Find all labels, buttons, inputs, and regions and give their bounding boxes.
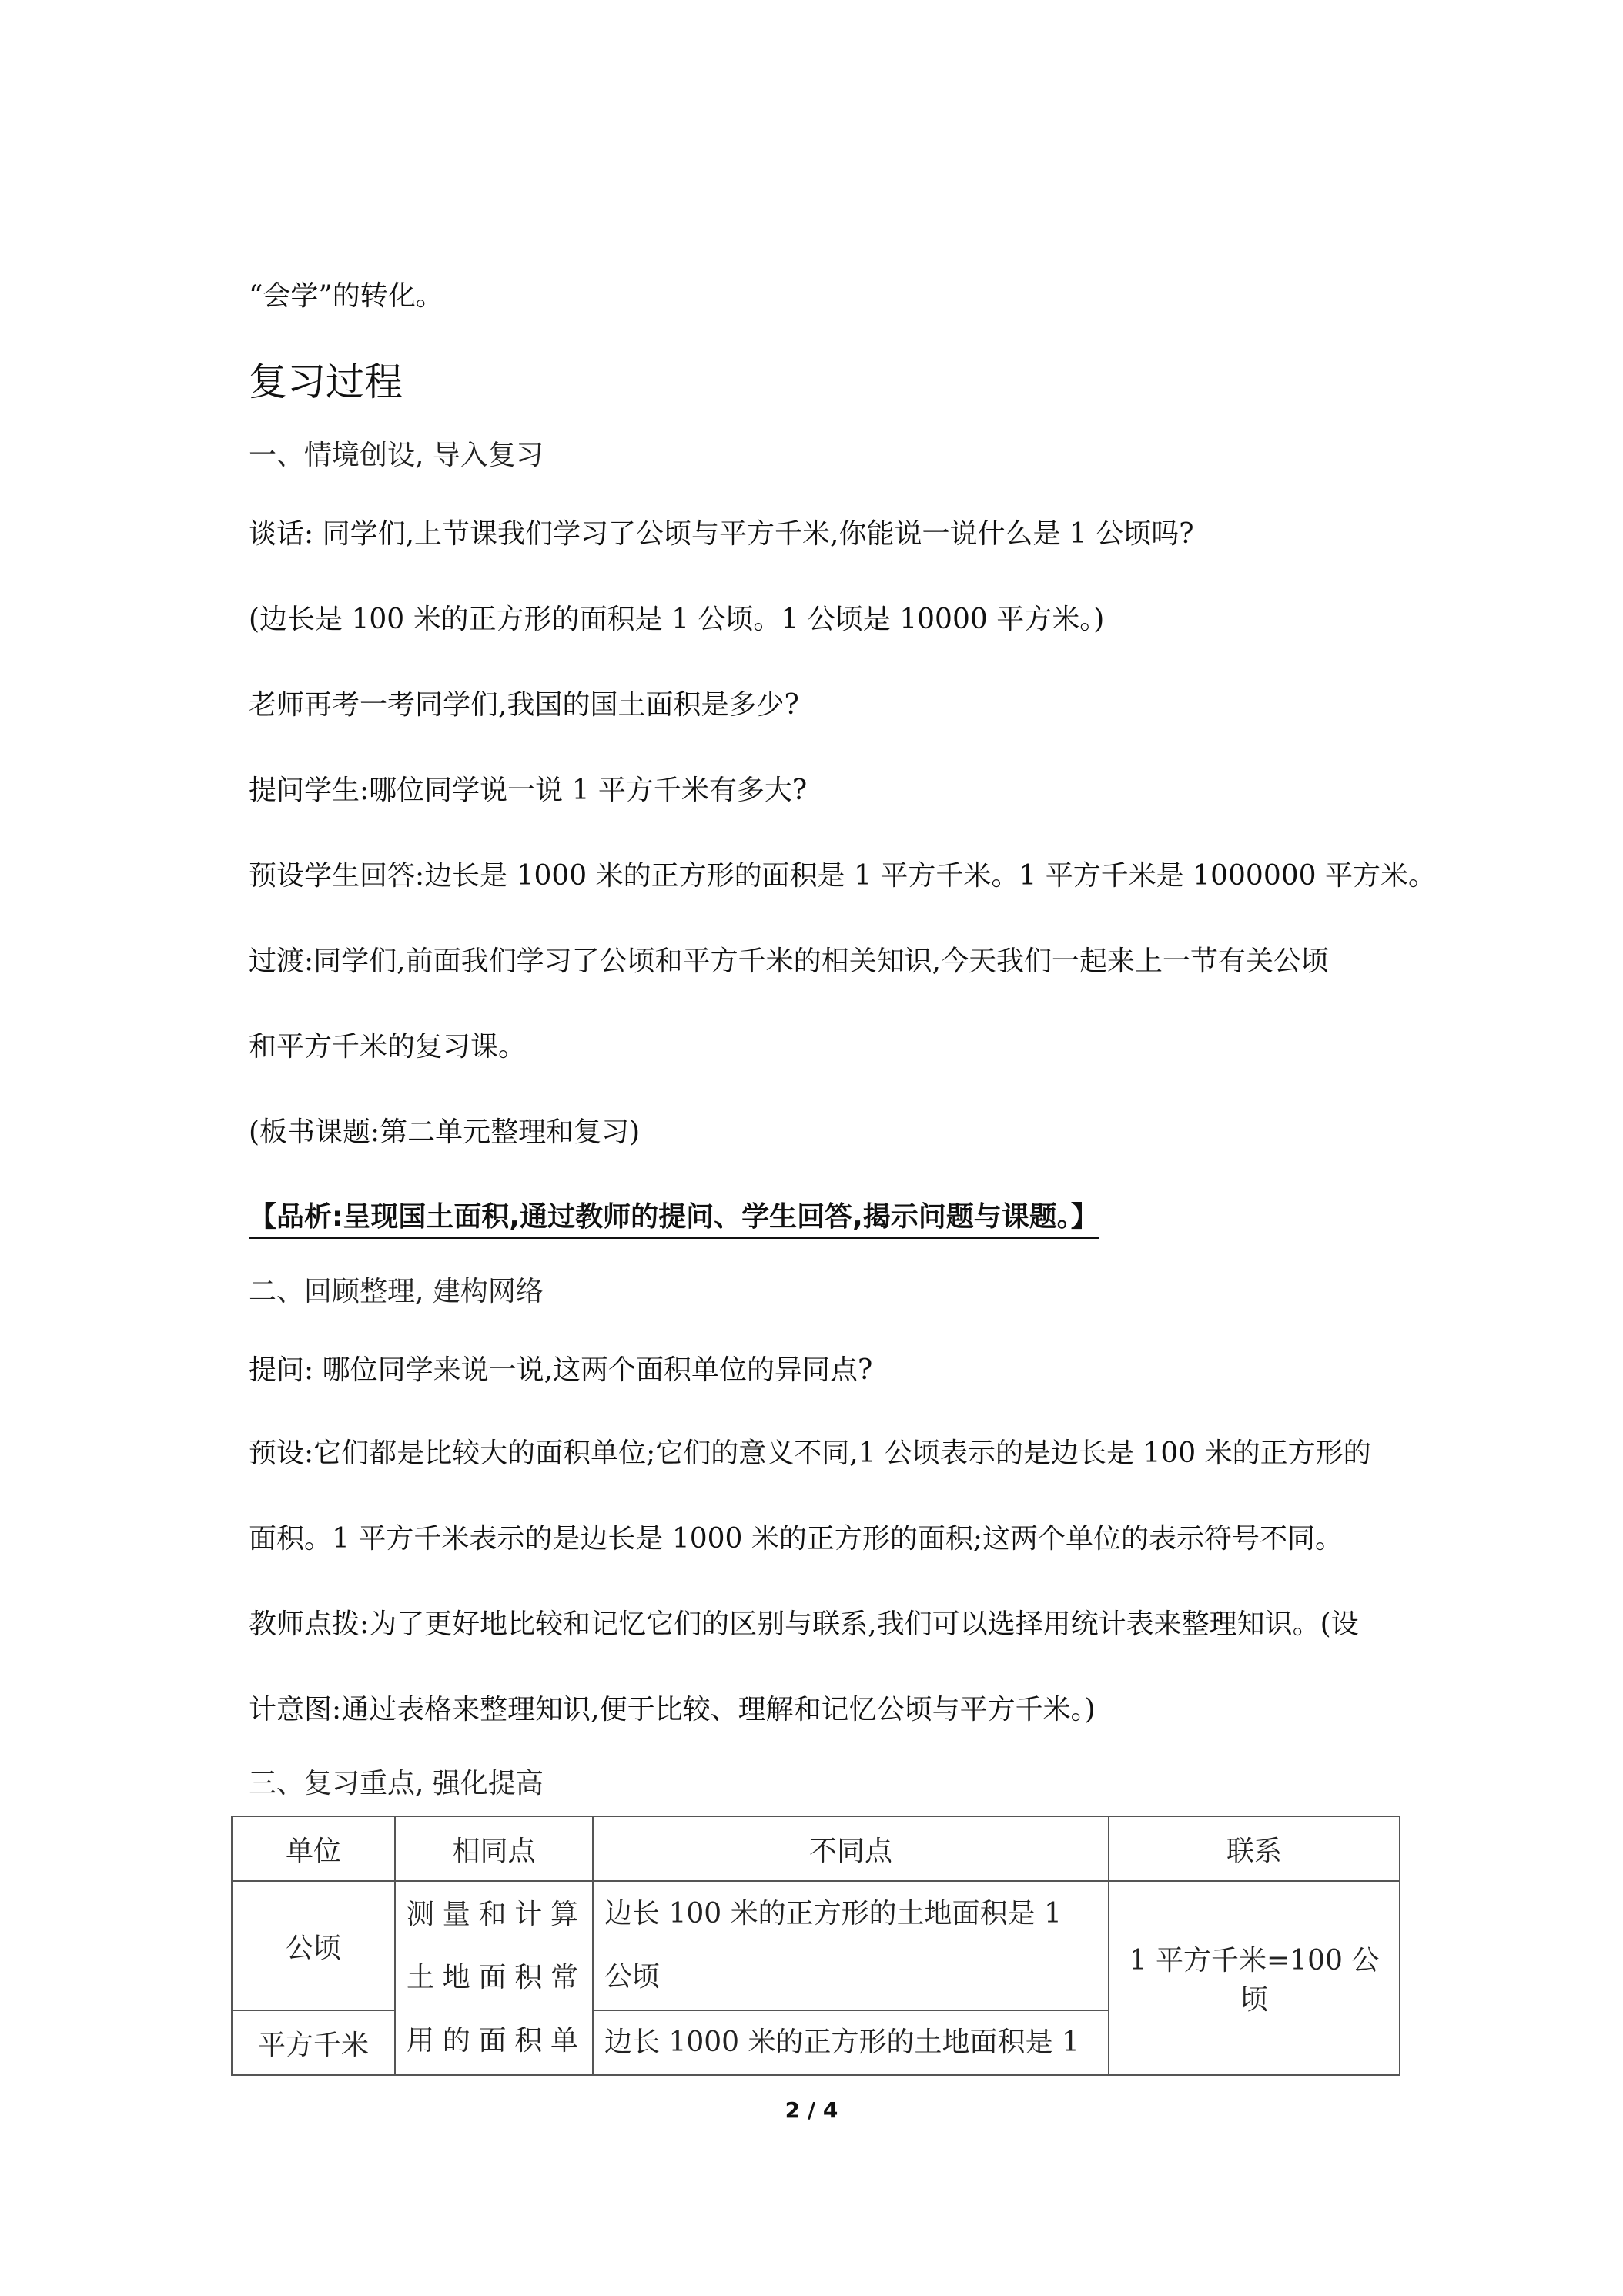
text-line: (板书课题:第二单元整理和复习) [249,1116,641,1148]
table-header-cell: 相同点 [395,1816,593,1881]
text-line: 提问学生:哪位同学说一说 1 平方千米有多大? [249,775,808,806]
text-line: “会学”的转化。 [249,280,443,312]
text-line: 预设学生回答:边长是 1000 米的正方形的面积是 1 平方千米。1 平方千米是 1000000 平方米。 [249,860,1436,892]
difference-cell-hectare: 边长 100 米的正方形的土地面积是 1 公顷 [593,1881,1109,2010]
section-title-2: 二、回顾整理, 建构网络 [249,1276,544,1307]
text-line: 过渡:同学们,前面我们学习了公顷和平方千米的相关知识,今天我们一起来上一节有关公顷 [249,946,1330,977]
table-header-cell: 联系 [1109,1816,1400,1881]
table-header-cell: 不同点 [593,1816,1109,1881]
text-line: 和平方千米的复习课。 [249,1031,527,1063]
text-line: 提问: 哪位同学来说一说,这两个面积单位的异同点? [249,1354,873,1386]
text-line: 计意图:通过表格来整理知识,便于比较、理解和记忆公顷与平方千米。) [249,1694,1096,1725]
same-points-cell: 测量和计算土地面积常用的面积单 [395,1881,593,2075]
relation-cell: 1 平方千米=100 公顷 [1109,1881,1400,2075]
page-number: 2 / 4 [785,2097,838,2123]
table-header-row [232,1816,1400,1881]
text-line: 面积。1 平方千米表示的是边长是 1000 米的正方形的面积;这两个单位的表示符号不同。 [249,1523,1343,1555]
text-line: 谈话: 同学们,上节课我们学习了公顷与平方千米,你能说一说什么是 1 公顷吗? [249,518,1194,550]
difference-cell-square-km: 边长 1000 米的正方形的土地面积是 1 [593,2010,1109,2075]
table-header-cell: 单位 [232,1816,395,1881]
comparison-table [231,1816,1400,2076]
section-title-3: 三、复习重点, 强化提高 [249,1768,544,1799]
unit-cell-hectare: 公顷 [232,1881,395,2010]
unit-cell-square-km: 平方千米 [232,2010,395,2075]
text-line: 预设:它们都是比较大的面积单位;它们的意义不同,1 公顷表示的是边长是 100 米的正方形的 [249,1438,1371,1469]
section-heading: 复习过程 [249,360,403,404]
section-title-1: 一、情境创设, 导入复习 [249,440,544,471]
text-line: 教师点拨:为了更好地比较和记忆它们的区别与联系,我们可以选择用统计表来整理知识。(设 [249,1608,1359,1640]
text-line: (边长是 100 米的正方形的面积是 1 公顷。1 公顷是 10000 平方米。) [249,604,1105,635]
analysis-note: 【品析:呈现国土面积,通过教师的提问、学生回答,揭示问题与课题。】 [249,1200,1099,1239]
text-line: 老师再考一考同学们,我国的国土面积是多少? [249,689,799,721]
table-row [232,1881,1400,2010]
